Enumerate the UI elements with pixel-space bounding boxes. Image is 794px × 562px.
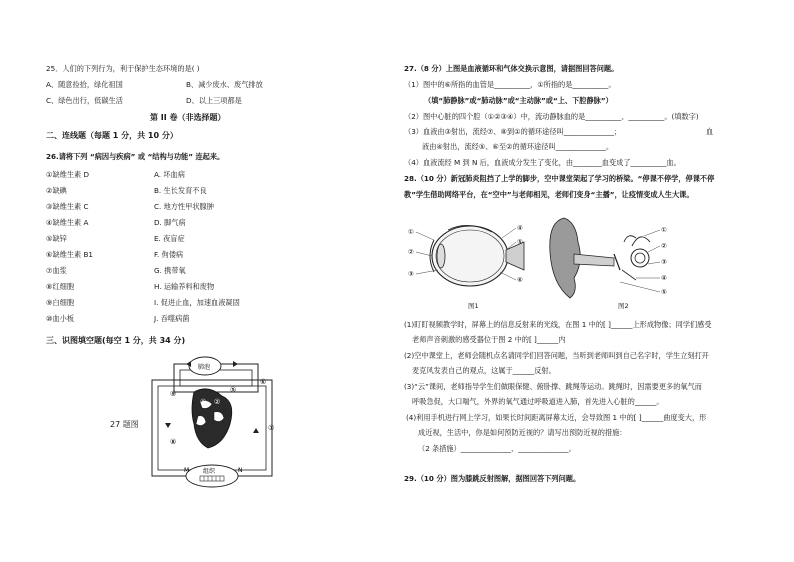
q27-line2: （填“肺静脉”或“肺动脉”或“主动脉”或“上、下腔静脉”） xyxy=(424,96,613,105)
match-row xyxy=(46,218,346,229)
match-right: G. 携带氧 xyxy=(154,266,186,275)
ear-diagram xyxy=(544,212,674,304)
marker-7: ⑦ xyxy=(268,424,275,432)
eye-diagram xyxy=(408,210,528,310)
ear-marker-3: ③ xyxy=(661,258,667,266)
match-right: I. 促进止血，加速血液凝固 xyxy=(154,298,240,307)
marker-8: ⑧ xyxy=(170,438,177,446)
ear-marker-2: ② xyxy=(661,242,667,250)
q25-option-a: A、随意捡拾，绿化祖国 xyxy=(46,80,123,89)
lung-label: 肺泡 xyxy=(198,364,211,371)
q28-p3b: 呼吸急促，大口喘气，外界的氧气通过呼吸道进入肺，首先进入心脏的______。 xyxy=(412,397,664,406)
q28-p4a: (4)利用手机进行网上学习，如果长时间距离屏幕太近，会导致图 1 中的[ ]______曲度变大，形 xyxy=(406,413,707,422)
match-right: A. 坏血病 xyxy=(154,170,185,179)
fig1-caption: 图1 xyxy=(468,302,479,310)
match-right: H. 运输养料和废物 xyxy=(154,282,215,291)
marker-m: M xyxy=(184,467,190,474)
q25-stem: 25．人们的下列行为，利于保护生态环境的是( ) xyxy=(46,64,200,73)
match-left: ⑦血浆 xyxy=(46,266,67,275)
q25-option-c: C、绿色出行，低碳生活 xyxy=(46,96,123,105)
match-left: ⑧红细胞 xyxy=(46,282,75,291)
match-left: ③缺维生素 C xyxy=(46,202,89,211)
match-left: ⑨白细胞 xyxy=(46,298,75,307)
match-right: B. 生长发育不良 xyxy=(154,186,207,195)
ear-marker-1: ① xyxy=(661,226,667,234)
match-left: ⑥缺维生素 B1 xyxy=(46,250,93,259)
eye-marker-1: ① xyxy=(408,228,414,236)
q28-p2a: (2)空中课堂上，老师会随机点名请同学们回答问题，当听到老师叫到自己名字时，学生立刻打开 xyxy=(404,351,709,360)
marker-n: N xyxy=(238,467,243,474)
match-row xyxy=(46,266,346,277)
eye-marker-5: ⑤ xyxy=(517,238,523,246)
circulation-diagram xyxy=(146,352,278,500)
match-left: ④缺维生素 A xyxy=(46,218,89,227)
q28-p2b: 麦克风发表自己的观点，这属于______反射。 xyxy=(412,366,556,375)
marker-1: ① xyxy=(200,398,207,406)
match-row xyxy=(46,186,346,197)
marker-5: ⑤ xyxy=(230,386,237,394)
section3-title: 三、识图填空题(每空 1 分，共 34 分) xyxy=(46,336,186,345)
q28-p3a: (3)“云”课间，老师指导学生们做眼保健、俯卧撑、跳绳等运动。跳绳时，因需要更多的氧气而 xyxy=(404,382,702,391)
q27-line4-tail: 血 xyxy=(706,127,714,136)
eye-marker-6: ⑥ xyxy=(517,276,523,284)
q28-p4c: （2 条措施）______________、______________。 xyxy=(418,444,576,453)
match-row xyxy=(46,170,346,181)
match-right: J. 吞噬病菌 xyxy=(154,314,190,323)
match-right: C. 地方性甲状腺肿 xyxy=(154,202,214,211)
match-right: E. 夜盲症 xyxy=(154,234,185,243)
eye-marker-2: ② xyxy=(408,248,414,256)
q28-p1a: (1)盯盯视频教学时，屏幕上的信息反射来的光线，在图 1 中的[ ]______上形成物像；同学们感受 xyxy=(404,320,712,329)
left-column xyxy=(0,0,394,562)
match-row xyxy=(46,298,346,309)
q28-line2: 教”学生借助网络平台，在“空中”与老师相见，老师们变身“主播”，让疫情变成人生大课。 xyxy=(404,190,694,199)
q25-option-d: D、以上三项都是 xyxy=(186,96,242,105)
ear-marker-4: ④ xyxy=(661,274,667,282)
match-right: F. 佝偻病 xyxy=(154,250,184,259)
match-row xyxy=(46,234,346,245)
match-row xyxy=(46,282,346,293)
part2-title: 第 II 卷（非选择题） xyxy=(150,113,226,122)
match-right: D. 脚气病 xyxy=(154,218,186,227)
q26-stem: 26.请将下列 “病因与疾病” 或 “结构与功能” 连起来。 xyxy=(46,152,225,161)
marker-3: ③ xyxy=(197,416,204,424)
match-row xyxy=(46,314,346,325)
q27-line1: （1）图中的⑥所指的血管是__________，①所指的是__________。 xyxy=(404,80,616,89)
q28-p1b: 老师声音刺激的感受器位于图 2 中的[ ]______内 xyxy=(412,335,566,344)
marker-9: ⑨ xyxy=(170,390,177,398)
marker-4: ④ xyxy=(216,414,223,422)
q27-line4: （3）血液由③射出，流经⑦、⑧到①的循环途径叫______________； xyxy=(404,127,622,136)
marker-6: ⑥ xyxy=(260,378,267,386)
q25-option-b: B、减少废水、废气排放 xyxy=(186,80,263,89)
match-left: ①缺维生素 D xyxy=(46,170,90,179)
eye-marker-4: ④ xyxy=(517,224,523,232)
q27-line6: （4）血液流经 M 到 N 后，血液成分发生了变化，由________血变成了__________血。 xyxy=(404,158,681,167)
figure27-caption: 27 题图 xyxy=(110,420,139,429)
match-left: ⑩血小板 xyxy=(46,314,75,323)
match-row xyxy=(46,250,346,261)
eye-marker-3: ③ xyxy=(408,270,414,278)
match-left: ⑤缺锌 xyxy=(46,234,67,243)
q27-stem: 27.（8 分）上图是血液循环和气体交换示意图，请据图回答问题。 xyxy=(404,64,619,73)
match-row xyxy=(46,202,346,213)
section2-title: 二、连线题（每题 1 分，共 10 分） xyxy=(46,131,178,140)
q27-line5: 液由④射出，流经⑤、⑥至②的循环途径叫______________。 xyxy=(422,142,614,151)
q28-p4b: 成近视，生活中，你是如何预防近视的？请写出预防近视的措施： xyxy=(418,428,627,437)
marker-2: ② xyxy=(214,398,221,406)
q29-stem: 29.（10 分）图为膝跳反射图解，据图回答下列问题。 xyxy=(404,474,581,483)
ear-marker-5: ⑤ xyxy=(661,288,667,296)
fig2-caption: 图2 xyxy=(618,302,629,310)
q28-line1: 28.（10 分）新冠肺炎阻挡了上学的脚步，空中课堂架起了学习的桥梁。“停课不停学，停课不停 xyxy=(404,174,715,183)
q27-line3: （2）图中心脏的四个腔（①②③④）中，流动静脉血的是__________、__________。(填数字) xyxy=(404,112,699,121)
right-column xyxy=(394,0,794,562)
match-left: ②缺碘 xyxy=(46,186,67,195)
tissue-label: 组织 xyxy=(203,468,216,475)
